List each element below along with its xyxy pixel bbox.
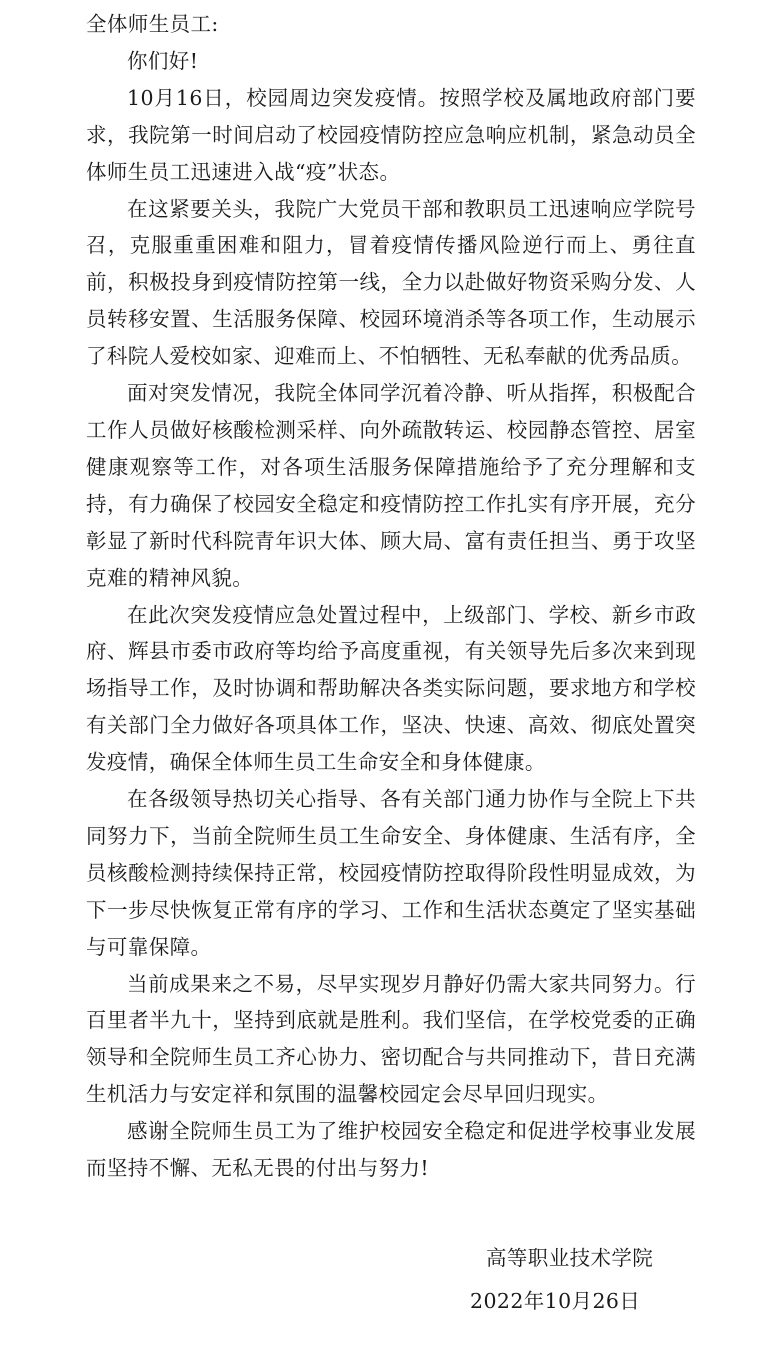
paragraph-students: 面对突发情况，我院全体同学沉着冷静、听从指挥，积极配合工作人员做好核酸检测采样、向外疏散转运、校园静态管控、居室健康观察等工作，对各项生活服务保障措施给予了充分理解和支持，有力确保了校园安全稳定和疫情防控工作扎实有序开展，充分彰显了新时代科院青年识大体、顾大局、富有责任担当、勇于攻坚克难的精神风貌。 — [86, 381, 696, 590]
paragraph-results: 在各级领导热切关心指导、各有关部门通力协作与全院上下共同努力下，当前全院师生员工生命安全、身体健康、生活有序，全员核酸检测持续保持正常，校园疫情防控取得阶段性明显成效，为下一步尽快恢复正常有序的学习、工作和生活状态奠定了坚实基础与可靠保障。 — [86, 787, 696, 959]
paragraph-staff-response: 在这紧要关头，我院广大党员干部和教职员工迅速响应学院号召，克服重重困难和阻力，冒着疫情传播风险逆行而上、勇往直前，积极投身到疫情防控第一线，全力以赴做好物资采购分发、人员转移安置、生活服务保障、校园环境消杀等各项工作，生动展示了科院人爱校如家、迎难而上、不怕牺牲、无私奉献的优秀品质。 — [86, 196, 696, 369]
paragraph-outbreak: 10月16日，校园周边突发疫情。按照学校及属地政府部门要求，我院第一时间启动了校园疫情防控应急响应机制，紧急动员全体师生员工迅速进入战“疫”状态。 — [86, 85, 696, 184]
signature-organization: 高等职业技术学院 — [486, 1246, 654, 1270]
letter-body — [86, 6, 696, 1187]
signature-date: 2022年10月26日 — [470, 1288, 641, 1313]
paragraph-outlook: 当前成果来之不易，尽早实现岁月静好仍需大家共同努力。行百里者半九十，坚持到底就是胜利。我们坚信，在学校党委的正确领导和全院师生员工齐心协力、密切配合与共同推动下，昔日充满生机活力与安定祥和氛围的温馨校园定会尽早回归现实。 — [86, 971, 696, 1107]
greeting: 你们好! — [127, 48, 199, 73]
paragraph-thanks: 感谢全院师生员工为了维护校园安全稳定和促进学校事业发展而坚持不懈、无私无畏的付出与努力! — [86, 1119, 696, 1181]
salutation: 全体师生员工: — [86, 12, 219, 36]
paragraph-leadership: 在此次突发疫情应急处置过程中，上级部门、学校、新乡市政府、辉县市委市政府等均给予高度重视，有关领导先后多次来到现场指导工作，及时协调和帮助解决各类实际问题，要求地方和学校有关部门全力做好各项具体工作，坚决、快速、高效、彻底处置突发疫情，确保全体师生员工生命安全和身体健康。 — [86, 602, 696, 775]
signature-block — [470, 1240, 710, 1320]
